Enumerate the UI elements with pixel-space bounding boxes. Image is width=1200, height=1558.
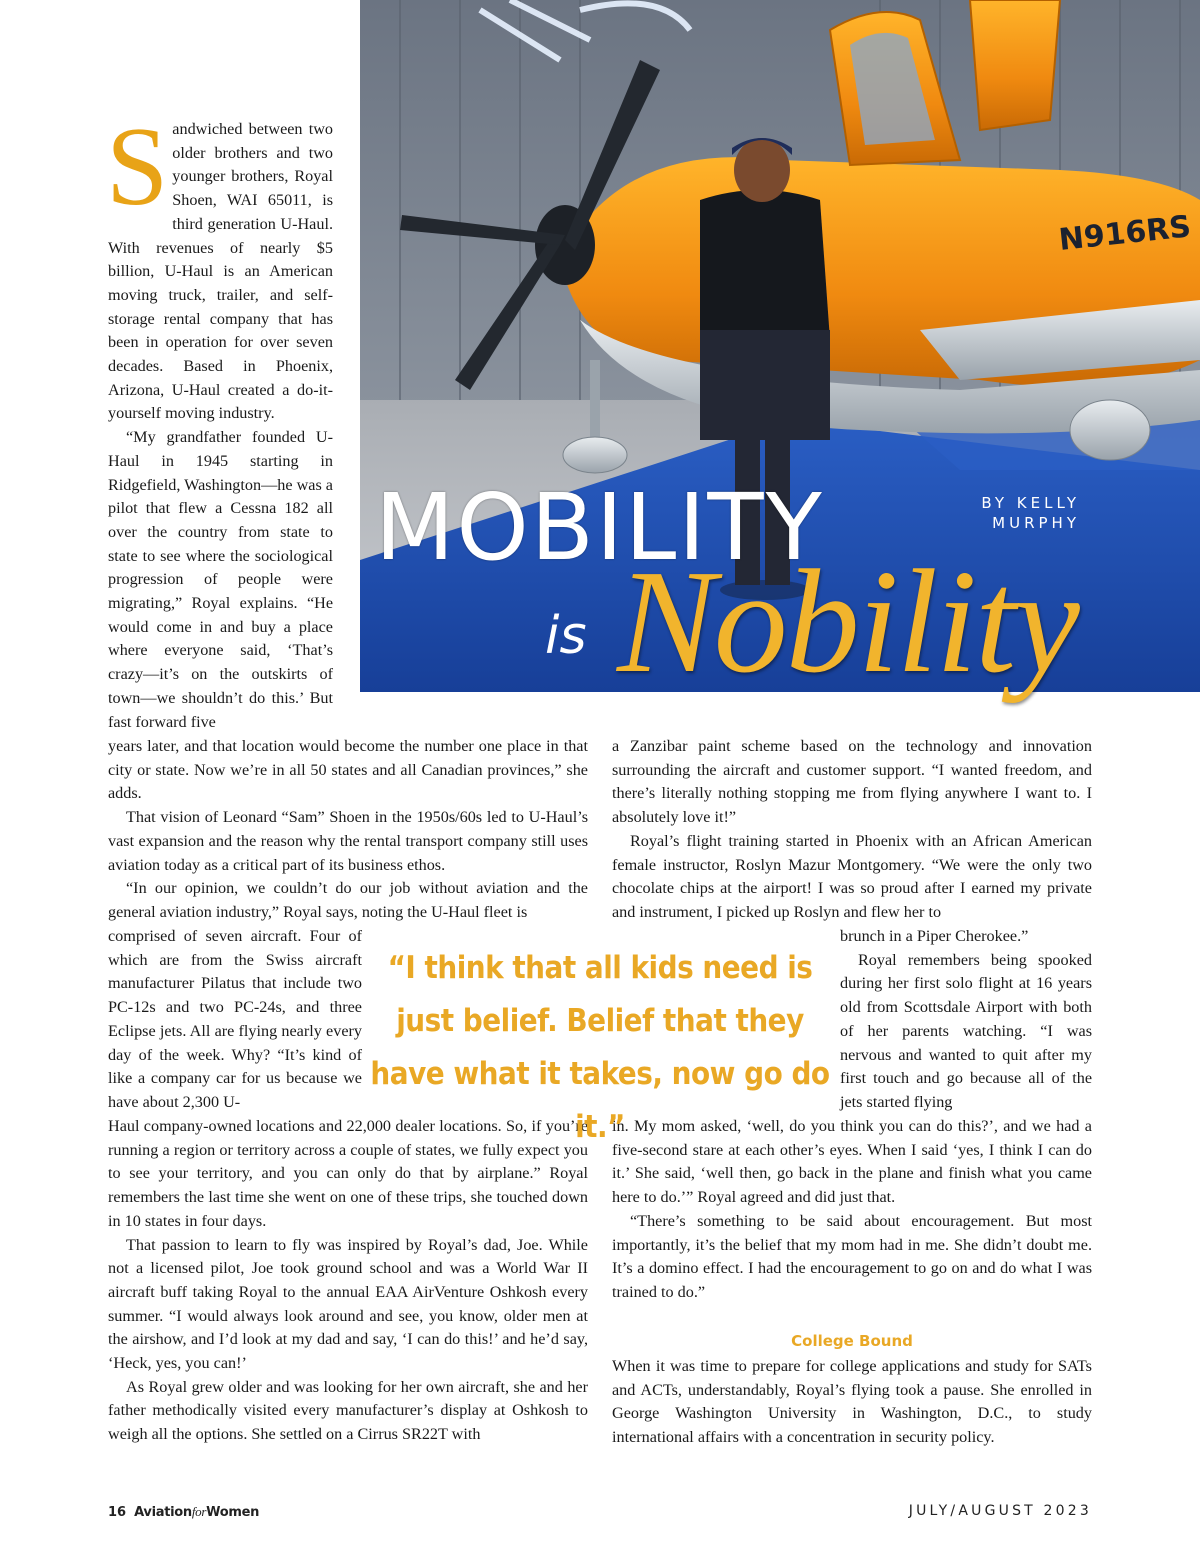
byline	[950, 493, 1080, 533]
right-column-wrap	[840, 925, 1092, 1115]
title-mobility: MOBILITY	[375, 474, 824, 581]
left-column-wrap	[108, 925, 362, 1115]
paragraph-vision: That vision of Leonard “Sam” Shoen in the 1950s/60s led to U-Haul’s vast expansion and the reason why the rental transport company still uses aviation today as a critical part of its business ethos.	[108, 808, 588, 874]
paragraph-training-cont: brunch in a Piper Cherokee.”	[840, 927, 1029, 945]
left-column-lower	[108, 735, 588, 925]
intro-text: andwiched between two older brothers and two younger brothers, Royal Shoen, WAI 65011, is third generation U-Haul. With revenues of nearly $5 billion, U-Haul is an American moving truck, trailer, and self-storage rental company that has been in operation for over seven decades. Based in Phoenix, Arizona, U-Haul created a do-it-yourself moving industry.	[108, 120, 333, 423]
right-column-college	[612, 1355, 1092, 1450]
paragraph-intro	[106, 105, 333, 426]
drop-cap: S	[106, 105, 169, 229]
paragraph-encouragement: “There’s something to be said about encouragement. But most importantly, it’s the belief that my mom had in me. She didn’t doubt me. It’s a domino effect. I had the encouragement to go on and do what I was trained to do.”	[612, 1211, 1092, 1301]
left-column-bottom	[108, 1115, 588, 1447]
byline-line-2: MURPHY	[992, 514, 1080, 532]
byline-line-1: BY KELLY	[981, 494, 1080, 512]
paragraph-college: When it was time to prepare for college applications and study for SATs and ACTs, understandably, Royal’s flying took a pause. She enrolled in George Washington University in Washington, D.C., to study international affairs with a concentration in security policy.	[612, 1357, 1092, 1447]
paragraph-solo: Royal remembers being spooked during her first solo flight at 16 years old from Scottsdale Airport with both of her parents watching. “I was nervous and wanted to quit after my first touch and go because all of the jets started flying	[840, 950, 1092, 1111]
paragraph-solo-cont: in. My mom asked, ‘well, do you think you can do this?’, and we had a five-second stare at each other’s eyes. When I said ‘yes, I think I can do it.’ She said, ‘well then, go back in the plane and finish what you came here to do.’” Royal agreed and did just that.	[612, 1117, 1092, 1207]
title-is: is	[545, 606, 587, 666]
paragraph-fleet: comprised of seven aircraft. Four of which are from the Swiss aircraft manufacturer Pilatus that include two PC-12s and two PC-24s, and three Eclipse jets. All are flying nearly every day of the week. Why? “It’s kind of like a company car for us because we have about 2,300 U-	[108, 927, 362, 1111]
paragraph-opinion: “In our opinion, we couldn’t do our job without aviation and the general aviation industry,” Royal says, noting the U-Haul fleet is	[108, 879, 588, 921]
title-nobility: Nobility	[617, 540, 1078, 704]
paragraph-aircraft-choice: As Royal grew older and was looking for her own aircraft, she and her father methodically visited every manufacturer’s display at Oshkosh to weigh all the options. She settled on a Cirrus SR22T with	[108, 1377, 588, 1444]
paragraph-passion: That passion to learn to fly was inspired by Royal’s dad, Joe. While not a licensed pilot, Joe took ground school and was a World War II aircraft buff taking Royal to the annual EAA AirVenture Oshkosh every summer. “I would always look around and see, you know, older men at the airshow, and I’d look at my dad and say, ‘I can do this!’ and he’d say, ‘Heck, yes, you can!’	[108, 1235, 588, 1373]
pull-quote: “I think that all kids need is just belief. Belief that they have what it takes, now go do it.”	[370, 950, 830, 1145]
footer-left	[108, 1504, 259, 1520]
page-number: 16	[108, 1505, 127, 1520]
right-column-top	[612, 735, 1092, 925]
issue-date: JULY/AUGUST 2023	[908, 1503, 1092, 1519]
svg-text:N916RS: N916RS	[1057, 209, 1193, 258]
paragraph-zanzibar: a Zanzibar paint scheme based on the technology and innovation surrounding the aircraft and customer support. “I wanted freedom, and there’s literally nothing stopping me from flying anywhere I want to. I absolutely love it!”	[612, 737, 1092, 827]
publication-name: AviationforWomen	[134, 1504, 260, 1520]
paragraph-grandfather-cont: years later, and that location would become the number one place in that city or state. Now we’re in all 50 states and all Canadian provinces,” she adds.	[108, 737, 588, 803]
paragraph-training: Royal’s flight training started in Phoenix with an African American female instructor, Roslyn Mazur Montgomery. “We were the only two chocolate chips at the airport! I was so proud after I earned my private and instrument, I picked up Roslyn and flew her to	[612, 831, 1092, 921]
paragraph-grandfather: “My grandfather founded U-Haul in 1945 starting in Ridgefield, Washington—he was a pilot that flew a Cessna 182 all over the country from state to state to see where the sociological progression of people were migrating,” Royal explains. “He would come in and buy a place where everyone said, ‘That’s crazy—it’s on the outskirts of town—we shouldn’t do this.’ But fast forward five	[108, 428, 333, 731]
left-column-top	[106, 105, 333, 734]
paragraph-fleet-cont: Haul company-owned locations and 22,000 dealer locations. So, if you’re running a region or territory across a couple of states, we fully expect you to see your territory, and you can only do that by airplane.” Royal remembers the last time she went on one of these trips, she touched down in 10 states in four days.	[108, 1117, 588, 1230]
subhead-college-bound: College Bound	[791, 1332, 913, 1350]
